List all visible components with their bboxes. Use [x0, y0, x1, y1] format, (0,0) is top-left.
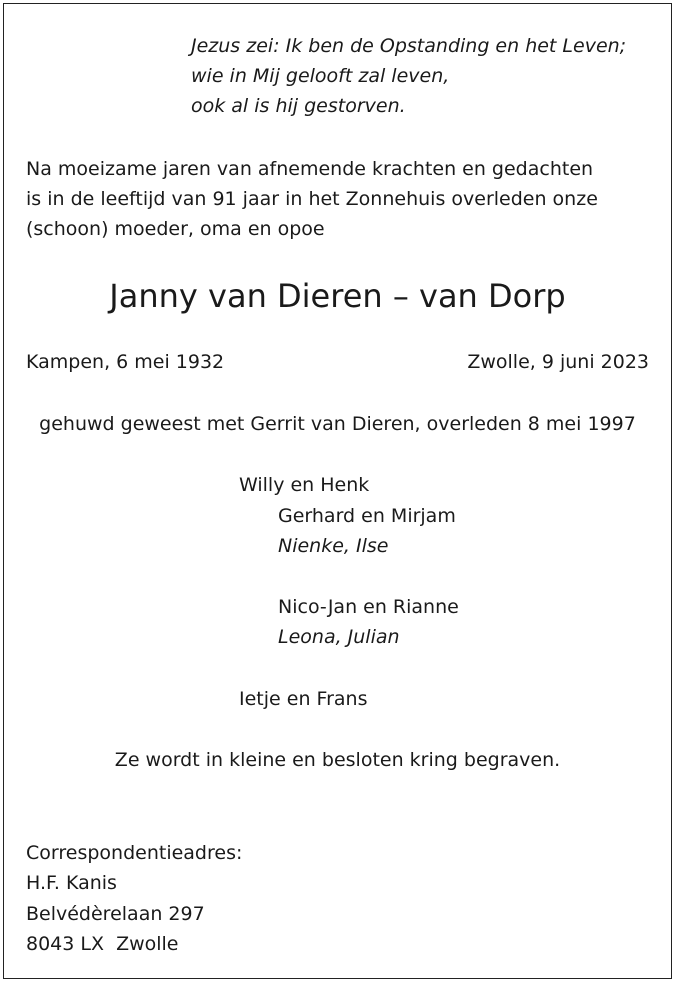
intro-line-1: Na moeizame jaren van afnemende krachten en gedachten — [26, 158, 594, 180]
birth-place-date: Kampen, 6 mei 1932 — [26, 351, 225, 373]
death-notice — [3, 3, 672, 979]
family-child-2: Ietje en Frans — [239, 688, 368, 710]
spouse-line: gehuwd geweest met Gerrit van Dieren, overleden 8 mei 1997 — [39, 413, 636, 435]
family-great-grandchildren-2: Leona, Julian — [278, 626, 400, 648]
deceased-name: Janny van Dieren – van Dorp — [109, 277, 566, 315]
family-child-1: Willy en Henk — [239, 474, 370, 496]
verse-line-3: ook al is hij gestorven. — [191, 95, 406, 117]
family-grandchild-2: Nico-Jan en Rianne — [278, 596, 459, 618]
family-great-grandchildren-1: Nienke, Ilse — [278, 535, 389, 557]
intro-line-2: is in de leeftijd van 91 jaar in het Zonnehuis overleden onze — [26, 188, 598, 210]
correspondence-label: Correspondentieadres: — [26, 842, 243, 864]
correspondence-street: Belvédèrelaan 297 — [26, 903, 205, 925]
death-place-date: Zwolle, 9 juni 2023 — [467, 351, 649, 373]
intro-line-3: (schoon) moeder, oma en opoe — [26, 218, 325, 240]
verse-line-2: wie in Mij gelooft zal leven, — [191, 65, 450, 87]
burial-note: Ze wordt in kleine en besloten kring begraven. — [114, 749, 561, 771]
family-grandchild-1: Gerhard en Mirjam — [278, 505, 456, 527]
correspondence-name: H.F. Kanis — [26, 872, 117, 894]
verse-line-1: Jezus zei: Ik ben de Opstanding en het Leven; — [191, 35, 627, 57]
correspondence-postal-city: 8043 LX Zwolle — [26, 933, 179, 955]
